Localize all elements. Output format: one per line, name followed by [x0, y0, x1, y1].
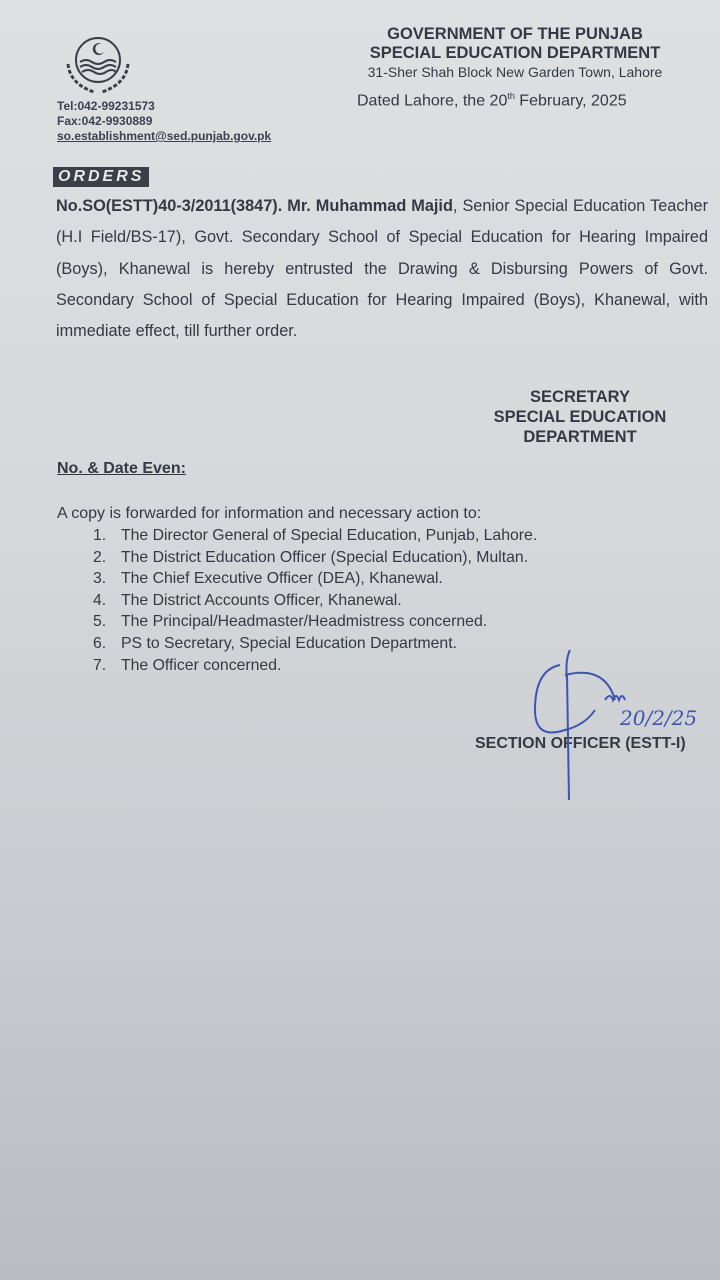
department-title: SPECIAL EDUCATION DEPARTMENT — [369, 44, 661, 62]
forward-note: A copy is forwarded for information and necessary action to: — [57, 505, 482, 522]
recipient-list — [93, 525, 537, 676]
list-item: 3. The Chief Executive Officer (DEA), Khanewal. — [93, 570, 443, 588]
order-body: No.SO(ESTT)40-3/2011(3847). Mr. Muhammad Majid, Senior Special Education Teacher (H.I Field/BS-17), Govt. Secondary School of Special Education for Hearing Impaired (Boys), Khanewal is hereby entrusted the Drawing & Disbursing Powers of Govt. Secondary School of Special Education for Hearing Impaired (Boys), Khanewal, with immediate effect, till further order. — [56, 197, 709, 341]
address: 31-Sher Shah Block New Garden Town, Lahore — [367, 64, 663, 80]
govt-title: GOVERNMENT OF THE PUNJAB — [387, 25, 643, 43]
list-item: 1. The Director General of Special Education, Punjab, Lahore. — [93, 527, 538, 544]
email-link[interactable]: so.establishment@sed.punjab.gov.pk — [57, 129, 272, 143]
list-item: 5. The Principal/Headmaster/Headmistress concerned. — [93, 613, 488, 631]
svg-text:20/2/25: 20/2/25 — [620, 706, 698, 730]
list-item: 4. The District Accounts Officer, Khanewal. — [93, 591, 402, 609]
dated-line: Dated Lahore, the 20th February, 2025 — [357, 91, 627, 110]
punjab-emblem-logo — [62, 30, 134, 98]
list-item: 2. The District Education Officer (Special Education), Multan. — [93, 548, 529, 566]
no-date-even: No. & Date Even: — [57, 460, 186, 477]
telephone: Tel:042-99231573 — [57, 99, 155, 113]
orders-heading: ORDERS — [53, 167, 149, 187]
order-reference: No.SO(ESTT)40-3/2011(3847). — [56, 197, 283, 215]
list-item: 6. PS to Secretary, Special Education Department. — [93, 634, 457, 652]
letterhead — [330, 25, 700, 82]
secretary-signature-block: SECRETARY SPECIAL EDUCATION DEPARTMENT — [493, 388, 667, 446]
list-item: 7. The Officer concerned. — [93, 656, 282, 674]
section-officer-title: SECTION OFFICER (ESTT-I) — [475, 735, 686, 752]
officer-name: Mr. Muhammad Majid — [287, 197, 453, 215]
fax: Fax:042-9930889 — [57, 114, 153, 128]
contact-info — [57, 99, 271, 144]
handwritten-signature — [525, 645, 715, 800]
